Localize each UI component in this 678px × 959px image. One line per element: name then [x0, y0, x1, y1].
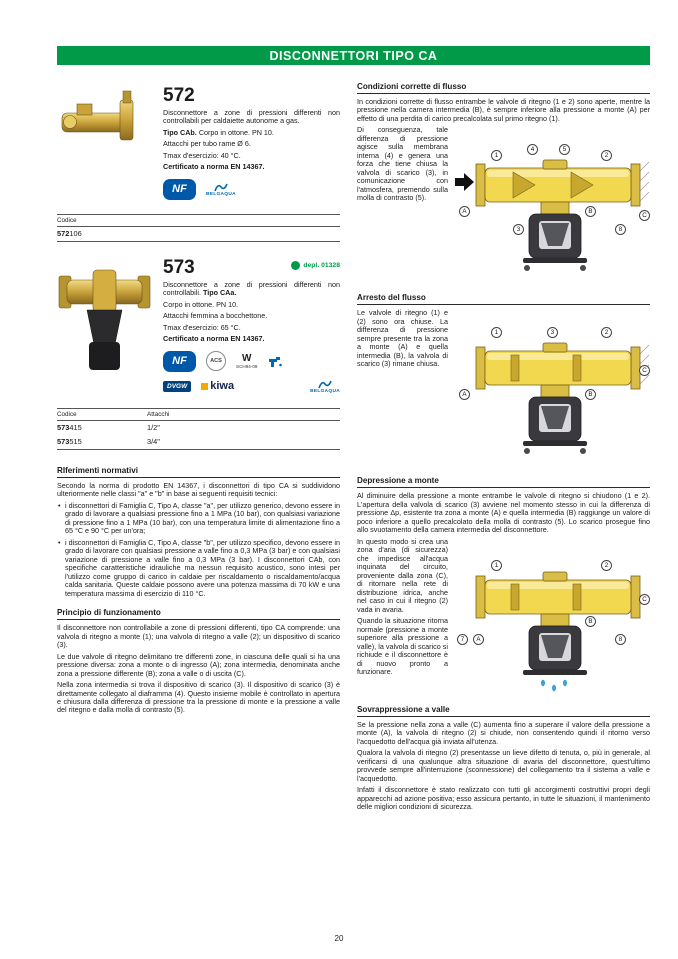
condizioni-paragraph: In condizioni corrette di flusso entrambe le valvole di ritegno (1 e 2) sono aperte, mentre la pressione nella camera intermedia (B), è sempre inferiore alla pressione a monte (A) per effetto di una perdita di carico precalcolata sul primo ritegno (1).: [357, 97, 650, 123]
diagram-callout: 7: [457, 634, 468, 645]
page-header-bar: [57, 46, 650, 65]
product-573-logos-row1: [163, 351, 340, 372]
diagram-callout: A: [459, 389, 470, 400]
sch-label: SCH94-09: [236, 363, 258, 369]
depl-badge: [291, 261, 340, 270]
sovrappressione-paragraph: Qualora la valvola di ritegno (2) presentasse un lieve difetto di tenuta, o, più in generale, al verificarsi di una qualunque altra situazione di avaria del disconnettore, quest'ultimo provvede sempre all'interruzione (sconnessione) del collegamento tra il sistema a valle e l'acquedotto.: [357, 748, 650, 783]
kiwa-logo: [201, 380, 234, 392]
riferimenti-intro: Secondo la norma di prodotto EN 14367, i disconnettori di tipo CA si suddividono ulteriormente nelle classi "a" e "b" in base ai seguenti requisiti tecnici:: [57, 480, 340, 499]
product-572-text: [163, 86, 340, 200]
diagram-callout: 1: [491, 327, 502, 338]
w-mark: W: [242, 352, 252, 364]
riferimenti-bullet: • i disconnettori di Famiglia C, Tipo A, classe "a", per utilizzo generico, devono essere in grado di lavorare a qualsiasi pressione fino a 1 MPa (10 bar), con qualsiasi variazione di pressione fino a 1 MPa (10 bar), con una temperatura limite di alimentazione fino a 65 °C e 90 °C per un'ora;: [57, 502, 340, 536]
diagram-callout: 8: [615, 634, 626, 645]
nf-logo: NF: [163, 179, 196, 200]
diagram-callout: 3: [547, 327, 558, 338]
table-573: [57, 408, 340, 450]
diagram-upstream-depression: [455, 538, 650, 693]
diagram-callout: 1: [491, 560, 502, 571]
product-572-block: [57, 86, 340, 200]
valve-cross-section: [455, 126, 650, 281]
code-prefix: 573: [57, 423, 70, 433]
depl-icon: [291, 261, 300, 270]
sch-certification-mark: [236, 354, 257, 369]
sovrappressione-paragraph: Infatti il disconnettore è stato realizzato con tutti gli accorgimenti costruttivi propri degli apparecchi ad azione positiva; esso assicura pertanto, in tutte le situazioni, il mantenimento delle migliori condizioni di sicurezza.: [357, 785, 650, 812]
code-suffix: 415: [69, 423, 82, 433]
product-572-body: Corpo in ottone. PN 10.: [198, 127, 274, 137]
belgaqua-label: BELGAQUA: [206, 191, 236, 197]
valve-cross-section: [455, 538, 650, 693]
depressione-paragraph: Al diminuire della pressione a monte entrambe le valvole di ritegno si chiudono (1 e 2). L'apertura della valvola di scarico (3) avviene nel momento stesso in cui la differenza di pressione Δp, esistente tra zona a monte (A) e quella intermedia (B) raggiunge un valore di poco inferiore a quello precalcolato della molla di contrasto (5). Lo scarico prosegue fino allo svuotamento della camera intermedia del disconnettore.: [357, 491, 650, 535]
diagram-callout: 2: [601, 327, 612, 338]
connection-size: 1/2": [147, 423, 160, 433]
water-drops-icon: [541, 680, 567, 691]
product-573-number: 573: [163, 256, 195, 278]
code-suffix: 106: [69, 229, 82, 239]
nf-logo: NF: [163, 351, 196, 372]
product-572-description: Disconnettore a zone di pressioni differenti non controllabili per caldaiette autonome a gas.: [163, 108, 340, 126]
diagram-callout: 2: [601, 150, 612, 161]
principio-paragraph: Nella zona intermedia si trova il dispositivo di scarico (3). Il dispositivo di scarico (3) è direttamente collegato al diaframma (4). Questo insieme mobile è controllato in apertura e chiusura dalla differenza di pressione tra la pressione di monte e la pressione a valle del ritegno e dalla molla di contrasto (5).: [57, 680, 340, 715]
column-header-attacchi: Attacchi: [147, 409, 340, 421]
brass-disconnector-image: [57, 258, 152, 378]
diagram-callout: B: [585, 616, 596, 627]
condizioni-paragraph: Di conseguenza, tale differenza di pressione agisce sulla membrana interna (4) e genera una forza che tiene chiusa la valvola di scarico (3), in comunicazione con l'atmosfera, premendo sulla molla di contrasto (5).: [357, 125, 448, 203]
product-573-text: [163, 258, 340, 394]
table-572: [57, 214, 340, 242]
product-573-body: Corpo in ottone. PN 10.: [163, 299, 239, 309]
product-572-number: 572: [163, 85, 195, 106]
product-573-description-line: [163, 281, 340, 298]
table-row: [57, 226, 340, 241]
diagram-callout: B: [585, 206, 596, 217]
diagram-callout: 1: [491, 150, 502, 161]
product-573-connections: Attacchi femmina a bocchettone.: [163, 311, 268, 321]
belgaqua-wave-icon: [318, 379, 332, 389]
product-572-connections: Attacchi per tubo rame Ø 6.: [163, 139, 251, 149]
product-572-type-line: [163, 129, 340, 137]
depressione-paragraph: Quando la situazione ritorna normale (pressione a monte superiore alla pressione a valle), la valvola di scarico si richiude e il disconnettore è di nuovo pronto a funzionare.: [357, 616, 448, 677]
diagram-callout: A: [473, 634, 484, 645]
left-column: [57, 86, 340, 718]
belgaqua-logo: [206, 182, 236, 197]
page-title: DISCONNETTORI TIPO CA: [269, 48, 438, 63]
diagram-callout: B: [585, 389, 596, 400]
diagram-callout: A: [459, 206, 470, 217]
arresto-paragraph: Le valvole di ritegno (1) e (2) sono ora chiuse. La differenza di pressione sempre presente tra la zona a monte (A) e quella intermedia (B), la valvola di scarico (3) rimane chiusa.: [357, 308, 448, 369]
kiwa-mark-icon: [201, 383, 208, 390]
diagram-correct-flow: [455, 126, 650, 281]
riferimenti-bullet: • i disconnettori di Famiglia C, Tipo A, classe "b", per utilizzo specifico, devono essere in grado di lavorare con qualsiasi pressione a valle fino a 0,3 MPa (3 bar) e con qualsiasi variazione di pressione a valle fino a 0,3 MPa (3 bar). I disconnettori CAb, con specifiche caratteristiche idrauliche ma nessun requisito acustico, sono intesi per l'utilizzo come gruppo di carico in caldaie per riscaldamento o riscaldamento/acqua calda sanitaria. Queste caldaie possono avere una potenza massima di 70 kW e una temperatura massima di esercizio di 110 °C.: [57, 539, 340, 598]
diagram-flow-stop: [455, 309, 650, 464]
product-573-certification: Certificato a norma EN 14367.: [163, 334, 265, 344]
product-573-photo: [57, 258, 152, 394]
column-header-codice: Codice: [57, 215, 340, 227]
acs-logo: ACS: [206, 351, 226, 371]
kiwa-label: kiwa: [210, 380, 235, 393]
section-title-principio: Principio di funzionamento: [57, 608, 340, 620]
product-572-type: Tipo CAb.: [163, 127, 197, 137]
section-title-depressione: Depressione a monte: [357, 476, 650, 488]
principio-paragraph: Il disconnettore non controllabile a zone di pressioni differenti, tipo CA comprende: una valvola di ritegno a monte (1); una valvola di ritegno a valle (2); un dispositivo di scarico (3).: [57, 623, 340, 650]
diagram-callout: C: [639, 210, 650, 221]
product-573-block: [57, 258, 340, 394]
diagram-callout: 5: [559, 144, 570, 155]
diagram-callout: 4: [527, 144, 538, 155]
product-573-logos-row2: [163, 379, 340, 394]
diagram-callout: C: [639, 365, 650, 376]
product-573-description: Disconnettore a zone di pressioni differenti non controllabili.: [163, 279, 340, 298]
belgaqua-label: BELGAQUA: [310, 388, 340, 394]
product-572-photo: [57, 86, 152, 200]
diagram-callout: 8: [615, 224, 626, 235]
section-title-condizioni: Condizioni corrette di flusso: [357, 82, 650, 94]
dvgw-logo: DVGW: [163, 381, 191, 392]
product-573-type: Tipo CAa.: [202, 288, 237, 298]
page-number: 20: [334, 934, 344, 943]
table-row: [57, 420, 340, 435]
diagram-callout: C: [639, 594, 650, 605]
product-572-logos: [163, 179, 340, 200]
depl-label: depl. 01328: [303, 261, 340, 269]
depressione-paragraph: In questo modo si crea una zona d'aria (di sicurezza) che impedisce all'acqua inquinata del circuito, proveniente dalla zona (C), di ritornare nella rete di distribuzione idrica, anche nel caso in cui il ritegno (2) vada in avaria.: [357, 536, 448, 614]
diagram-callout: 2: [601, 560, 612, 571]
column-header-codice: Codice: [57, 409, 147, 421]
connection-size: 3/4": [147, 437, 160, 447]
principio-paragraph: Le due valvole di ritegno delimitano tre differenti zone, in ciascuna delle quali si ha una pressione diversa: zona a monte o di ingresso (A); zona intermedia, denominata anche zona a pressione differente (B); zona a valle o di uscita (C).: [57, 651, 340, 678]
code-prefix: 572: [57, 229, 70, 239]
diagram-callout: 3: [513, 224, 524, 235]
code-prefix: 573: [57, 437, 70, 447]
right-column: [357, 82, 650, 815]
section-title-arresto: Arresto del flusso: [357, 293, 650, 305]
code-suffix: 515: [69, 437, 82, 447]
section-title-sovrappressione: Sovrappressione a valle: [357, 705, 650, 717]
sovrappressione-paragraph: Se la pressione nella zona a valle (C) aumenta fino a superare il valore della pressione a monte (A), la valvola di ritegno (2) si chiude, non consentendo quindi il ritorno verso l'acquedotto dell'acqua già inviata all'utenza.: [357, 719, 650, 746]
belgaqua-wave-icon: [214, 182, 228, 192]
flow-arrow-icon: [455, 173, 474, 191]
product-572-certification: Certificato a norma EN 14367.: [163, 162, 265, 172]
brass-valve-image: [57, 86, 152, 152]
table-row: [57, 435, 340, 449]
belgaqua-logo: [310, 379, 340, 394]
section-title-riferimenti: RIferimenti normativi: [57, 466, 340, 478]
faucet-icon: [267, 353, 283, 369]
product-573-tmax: Tmax d'esercizio: 65 °C.: [163, 322, 241, 332]
product-572-tmax: Tmax d'esercizio: 40 °C.: [163, 150, 241, 160]
